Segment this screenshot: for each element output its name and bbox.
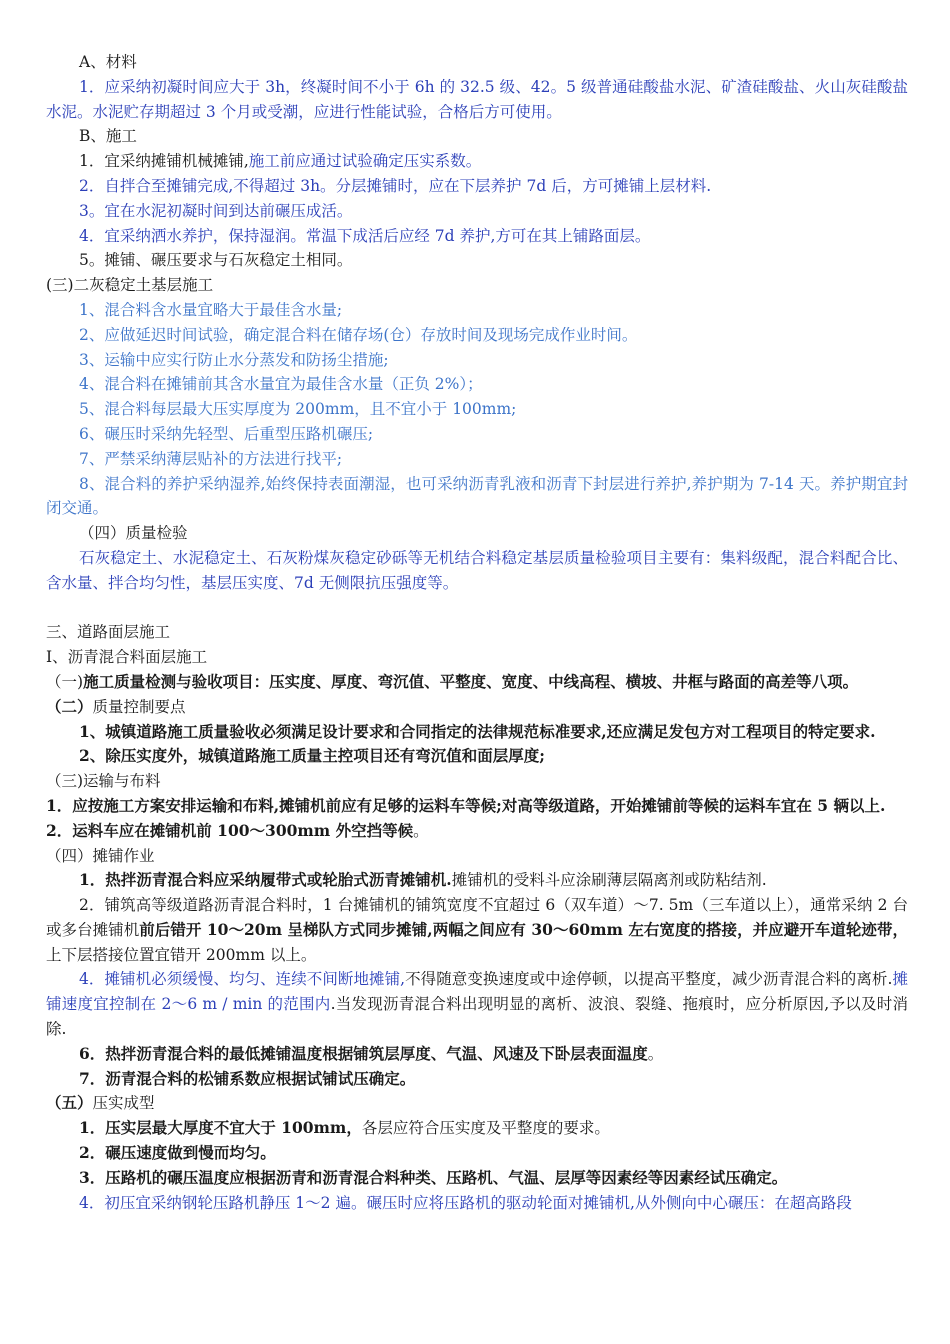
text-span: 。: [647, 1044, 664, 1063]
list-item: 6、碾压时采纳先轻型、后重型压路机碾压;: [79, 424, 374, 443]
list-item: 5、混合料每层最大压实厚度为 200mm，且不宜小于 100mm;: [79, 400, 517, 419]
paragraph-transport-2: [46, 819, 908, 844]
heading-compaction: [46, 1091, 908, 1116]
spacer: [46, 596, 908, 621]
text-span: （二）: [46, 696, 93, 716]
text-span: 前后错开 10～20m 呈梯队方式同步摊铺,两幅之间应有 30～60mm 左右宽度的搭接，并应避开车道轮迹带，: [139, 919, 908, 939]
heading-paving: （四）摊铺作业: [46, 846, 155, 865]
paragraph-acceptance-items: [46, 670, 908, 695]
paragraph-quality-inspection: 石灰稳定土、水泥稳定土、石灰粉煤灰稳定砂砾等无机结合料稳定基层质量检验项目主要有：集料级配，混合料配合比、含水量、拌合均匀性，基层压实度、7d 无侧限抗压强度等。: [46, 548, 908, 592]
list-item: 2、应做延迟时间试验，确定混合料在储存场(仓）存放时间及现场完成作业时间。: [79, 325, 638, 344]
text-span: 1．热拌沥青混合料应采纳履带式或轮胎式沥青摊铺机.: [79, 870, 452, 890]
heading-asphalt-surface: Ⅰ、沥青混合料面层施工: [46, 648, 208, 667]
text-span: 6．热拌沥青混合料的最低摊铺温度根据铺筑层厚度、气温、风速及下卧层表面温度: [79, 1043, 648, 1063]
text-span: .当发现沥青混合料出现明显的离析、波浪、裂缝、拖痕时，应分析原因,予以及时消除.: [46, 995, 909, 1039]
text-span: 摊铺机的受料斗应涂刷薄层隔离剂或防粘结剂.: [451, 871, 767, 890]
paragraph-quality-control-2: 2、除压实度外，城镇道路施工质量主控项目还有弯沉值和面层厚度;: [79, 746, 546, 766]
text-span: 2．运料车应在摊铺机前 100～300mm 外空挡等候: [46, 820, 414, 840]
heading-section-3: (三)二灰稳定土基层施工: [46, 276, 214, 295]
text-span: 压实成型: [92, 1094, 155, 1113]
paragraph-paving-1: [46, 868, 908, 893]
document-body: [46, 50, 908, 1215]
list-item: 7、严禁采纳薄层贴补的方法进行找平;: [79, 449, 343, 468]
text-span: 各层应符合压实度及平整度的要求。: [361, 1119, 610, 1138]
text-span: 1．压实层最大厚度不宜大于 100mm，: [79, 1118, 362, 1138]
paragraph-construction-3: 3。宜在水泥初凝时间到达前碾压成活。: [79, 201, 353, 220]
paragraph-compaction-2: 2．碾压速度做到慢而均匀。: [79, 1143, 276, 1163]
list-item: [46, 472, 908, 522]
text-span: 质量控制要点: [92, 697, 186, 716]
paragraph-construction-2: 2．自拌合至摊铺完成,不得超过 3h。分层摊铺时，应在下层养护 7d 后，方可摊铺上层材料.: [79, 176, 712, 195]
text-span: 施工前应通过试验确定压实系数。: [248, 152, 482, 171]
text-span: 。: [413, 821, 429, 840]
text-span: 施工质量检测与验收项目：压实度、厚度、弯沉值、平整度、宽度、中线高程、横坡、井框与路面的高差等八项。: [83, 671, 859, 691]
text-span: 2．铺筑高等级道路沥青混合料时，1 台摊铺机的铺筑宽度不宜超过 6（双车道）～7. 5m（三车道以上），通常采纳 2 台或多台摊铺机: [46, 896, 908, 939]
text-span: 不得随意变换速度或中途停顿，以提高平整度，减少沥青混合料的离析.: [405, 970, 893, 989]
paragraph-transport-1: 1．应按施工方案安排运输和布料,摊铺机前应有足够的运料车等候;对高等级道路，开始摊铺前等候的运料车宜在 5 辆以上.: [46, 795, 886, 815]
text-span: 上下层搭接位置宜错开 200mm 以上。: [46, 945, 317, 964]
text-span: （五）: [46, 1093, 93, 1113]
paragraph-paving-2: [46, 893, 908, 967]
text-span: （一): [46, 672, 84, 691]
list-item: 3、运输中应实行防止水分蒸发和防扬尘措施;: [79, 350, 389, 369]
heading-construction: B、施工: [79, 127, 137, 146]
paragraph-paving-7: 7．沥青混合料的松铺系数应根据试铺试压确定。: [79, 1068, 416, 1088]
paragraph-paving-4: [46, 967, 908, 1041]
paragraph-construction-1: [46, 149, 908, 174]
list-item: 4、混合料在摊铺前其含水量宜为最佳含水量（正负 2%）；: [79, 375, 483, 394]
heading-quality-control: [46, 695, 908, 720]
heading-chapter-3: 三、道路面层施工: [46, 623, 171, 642]
paragraph-compaction-4: 4．初压宜采纳钢轮压路机静压 1～2 遍。碾压时应将压路机的驱动轮面对摊铺机,从外侧向中心碾压：在超高路段: [79, 1193, 852, 1212]
paragraph-cement-requirements: 1．应采纳初凝时间应大于 3h，终凝时间不小于 6h 的 32.5 级、42。5 级普通硅酸盐水泥、矿渣硅酸盐、火山灰硅酸盐水泥。水泥贮存期超过 3 个月或受潮，应进行性能试验，合格后方可使用。: [46, 77, 908, 121]
list-item: 1、混合料含水量宜略大于最佳含水量;: [79, 300, 343, 319]
paragraph-construction-5: 5。摊铺、碾压要求与石灰稳定土相同。: [79, 251, 353, 270]
text-span: 8、混合料的养护采纳湿养,始终保持表面潮湿，也可采纳沥青乳液和沥青下封层进行养护,养护期为 7-14 天: [79, 474, 815, 493]
heading-quality-inspection: （四）质量检验: [79, 524, 188, 543]
heading-materials: A、材料: [79, 53, 137, 71]
paragraph-compaction-3: 3．压路机的碾压温度应根据沥青和沥青混合料种类、压路机、气温、层厚等因素经等因素经试压确定。: [79, 1167, 788, 1187]
text-span: 1．宜采纳摊铺机械摊铺,: [79, 152, 249, 171]
paragraph-compaction-1: [46, 1116, 908, 1141]
heading-transport: （三)运输与布料: [46, 772, 161, 791]
text-span: 4．摊铺机必须缓慢、均匀、连续不间断地摊铺,: [79, 970, 406, 989]
text-span: 。养护期宜封闭交通。: [46, 474, 908, 518]
paragraph-paving-6: [46, 1042, 908, 1067]
text-span: 摊铺速度宜控制在 2～6 m / min 的范围内: [46, 970, 908, 1014]
paragraph-construction-4: 4．宜采纳洒水养护，保持湿润。常温下成活后应经 7d 养护,方可在其上铺路面层。: [79, 226, 651, 245]
paragraph-quality-control-1: 1、城镇道路施工质量验收必须满足设计要求和合同指定的法律规范标准要求,还应满足发包方对工程项目的特定要求.: [79, 721, 876, 741]
